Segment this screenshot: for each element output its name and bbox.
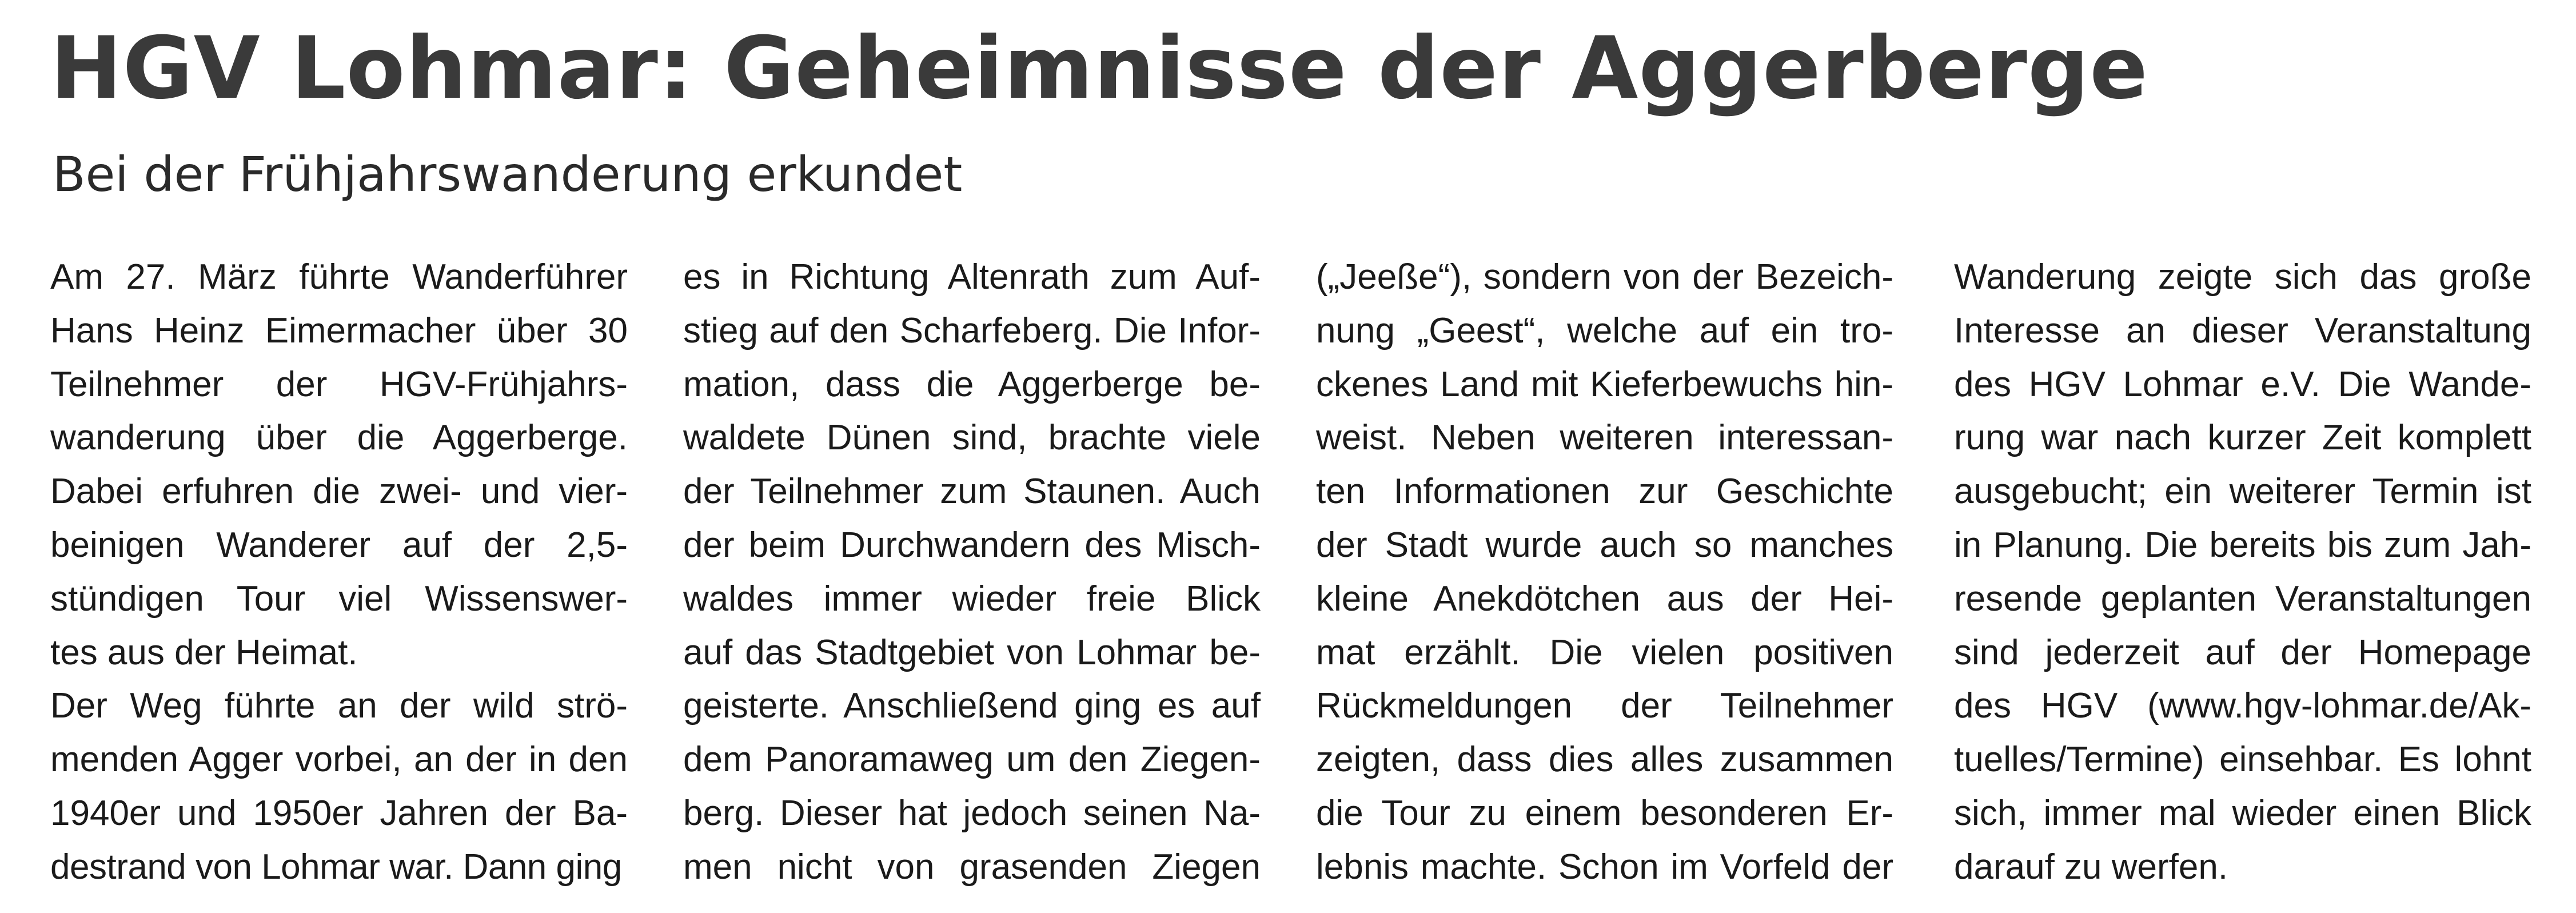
body-text-line: ckenes Land mit Kieferbewuchs hin-	[1316, 364, 1893, 404]
body-text-line: nung „Geest“, welche auf ein tro-	[1316, 310, 1893, 350]
body-text-line: stündigen Tour viel Wissenswer-	[50, 579, 628, 619]
body-text-line: der Teilnehmer zum Staunen. Auch	[683, 472, 1261, 512]
body-column-2	[683, 250, 1261, 894]
body-text-line: des HGV Lohmar e.V. Die Wande-	[1954, 364, 2531, 404]
body-text-line: mation, dass die Aggerberge be-	[683, 364, 1261, 404]
article-subheadline: Bei der Frühjahrswanderung erkundet	[53, 146, 963, 202]
body-column-3	[1316, 250, 1893, 894]
body-text-line: waldes immer wieder freie Blick	[683, 579, 1261, 619]
body-text-line: resende geplanten Veranstaltungen	[1954, 579, 2531, 619]
body-text-line: („Jeeße“), sondern von der Bezeich-	[1316, 257, 1893, 297]
body-column-4	[1954, 250, 2531, 894]
body-text-line: destrand von Lohmar war. Dann ging	[50, 847, 622, 887]
body-text-line: die Tour zu einem besonderen Er-	[1316, 793, 1893, 833]
body-text-line: rung war nach kurzer Zeit komplett	[1954, 418, 2531, 458]
body-text-line: zeigten, dass dies alles zusammen	[1316, 740, 1893, 780]
body-text-line: 1940er und 1950er Jahren der Ba-	[50, 793, 628, 833]
body-text-line: dem Panoramaweg um den Ziegen-	[683, 740, 1261, 780]
body-text-line: beinigen Wanderer auf der 2,5-	[50, 525, 628, 565]
body-text-line: auf das Stadtgebiet von Lohmar be-	[683, 632, 1261, 672]
body-text-line: es in Richtung Altenrath zum Auf-	[683, 257, 1261, 297]
body-text-line: Dabei erfuhren die zwei- und vier-	[50, 472, 628, 512]
body-text-line: Teilnehmer der HGV-Frühjahrs-	[50, 364, 628, 404]
body-text-line: der beim Durchwandern des Misch-	[683, 525, 1261, 565]
body-text-line: sind jederzeit auf der Homepage	[1954, 632, 2531, 672]
body-text-line: ten Informationen zur Geschichte	[1316, 472, 1893, 512]
body-text-line: weist. Neben weiteren interessan-	[1316, 418, 1893, 458]
body-text-line: menden Agger vorbei, an der in den	[50, 740, 628, 780]
body-text-line: tes aus der Heimat.	[50, 632, 358, 672]
body-text-line: ausgebucht; ein weiterer Termin ist	[1954, 472, 2531, 512]
body-text-line: kleine Anekdötchen aus der Hei-	[1316, 579, 1893, 619]
body-text-line: Interesse an dieser Veranstaltung	[1954, 310, 2531, 350]
body-column-1	[50, 250, 628, 894]
body-text-line: sich, immer mal wieder einen Blick	[1954, 793, 2531, 833]
body-text-line: lebnis machte. Schon im Vorfeld der	[1316, 847, 1893, 887]
body-text-line: geisterte. Anschließend ging es auf	[683, 686, 1261, 726]
body-text-line: darauf zu werfen.	[1954, 847, 2228, 887]
body-text-line: in Planung. Die bereits bis zum Jah-	[1954, 525, 2531, 565]
body-text-line: berg. Dieser hat jedoch seinen Na-	[683, 793, 1261, 833]
body-text-line: des HGV (www.hgv-lohmar.de/Ak-	[1954, 686, 2531, 726]
body-text-line: Am 27. März führte Wanderführer	[50, 257, 628, 297]
body-text-line: der Stadt wurde auch so manches	[1316, 525, 1893, 565]
body-text-line: mat erzählt. Die vielen positiven	[1316, 632, 1893, 672]
body-text-line: waldete Dünen sind, brachte viele	[683, 418, 1261, 458]
body-text-line: Der Weg führte an der wild strö-	[50, 686, 628, 726]
body-text-line: men nicht von grasenden Ziegen	[683, 847, 1261, 887]
body-text-line: Wanderung zeigte sich das große	[1954, 257, 2531, 297]
body-text-line: Hans Heinz Eimermacher über 30	[50, 310, 628, 350]
article-headline: HGV Lohmar: Geheimnisse der Aggerberge	[50, 19, 2148, 118]
article-body	[50, 250, 2531, 902]
body-text-line: tuelles/Termine) einsehbar. Es lohnt	[1954, 740, 2531, 780]
body-text-line: wanderung über die Aggerberge.	[50, 418, 628, 458]
body-text-line: stieg auf den Scharfeberg. Die Infor-	[683, 310, 1261, 350]
body-text-line: Rückmeldungen der Teilnehmer	[1316, 686, 1893, 726]
